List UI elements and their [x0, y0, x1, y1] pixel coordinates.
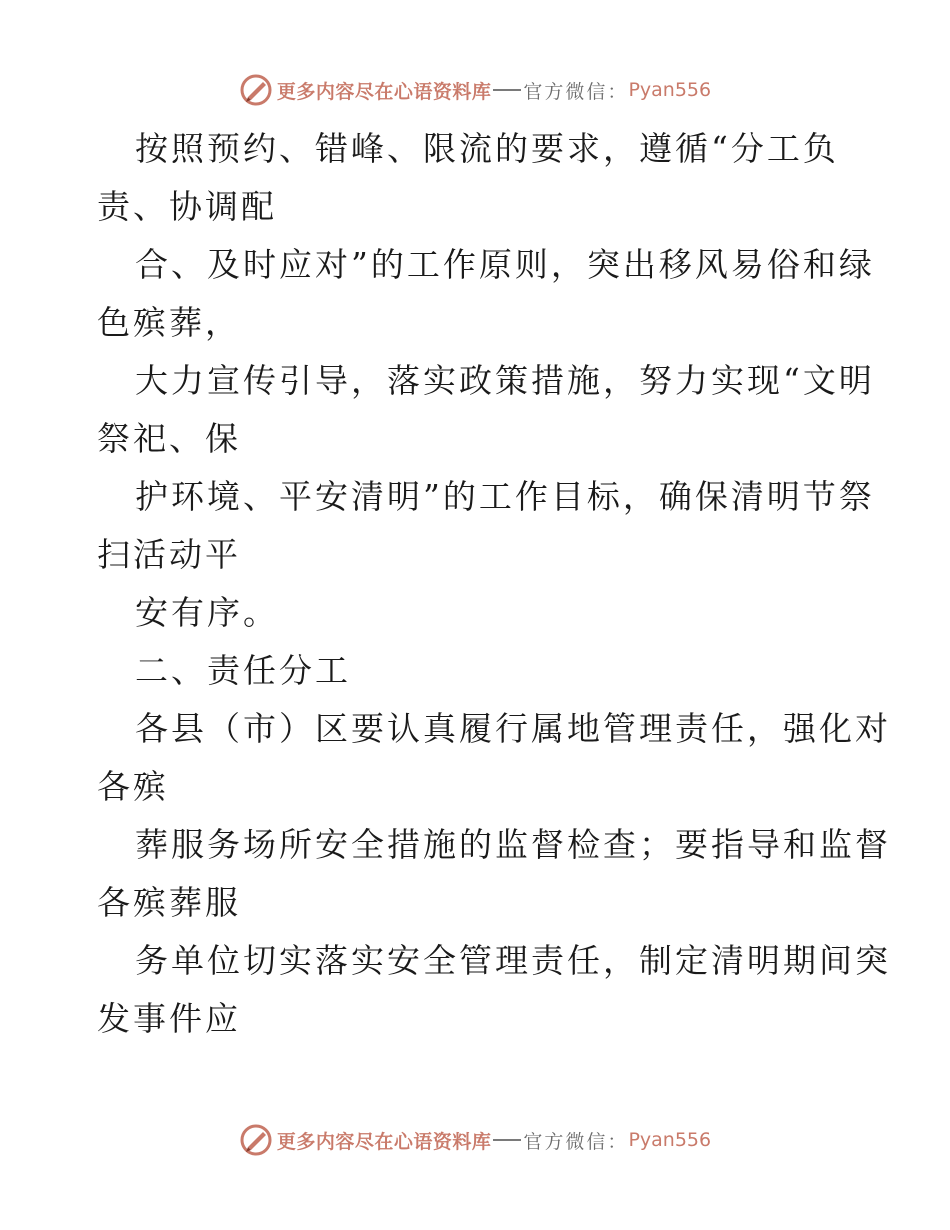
- banner-wechat-label: 官方微信：: [523, 1130, 629, 1153]
- text-line: 大力宣传引导，落实政策措施，努力实现“文明: [135, 361, 875, 400]
- banner-brand-text: 更多内容尽在心语资料库: [276, 1130, 492, 1153]
- text-line: 各县（市）区要认真履行属地管理责任，强化对: [135, 709, 891, 748]
- banner-wechat-label: 官方微信：: [523, 80, 629, 103]
- text-line: 各殡: [97, 767, 169, 806]
- header-banner: [0, 70, 950, 110]
- pen-logo-icon: [239, 1123, 273, 1157]
- text-line: 护环境、平安清明”的工作目标，确保清明节祭: [135, 477, 875, 516]
- banner-brand-text: 更多内容尽在心语资料库: [276, 80, 492, 103]
- banner-wechat-id: Pyan556: [628, 1129, 712, 1151]
- banner-dash: [493, 89, 521, 91]
- text-line: 安有序。: [135, 593, 279, 632]
- text-line: 各殡葬服: [97, 883, 241, 922]
- text-line: 发事件应: [97, 999, 241, 1038]
- banner-wechat-id: Pyan556: [628, 79, 712, 101]
- footer-banner: [0, 1120, 950, 1160]
- pen-logo-icon: [239, 73, 273, 107]
- text-line: 扫活动平: [97, 535, 241, 574]
- section-heading: 二、责任分工: [135, 651, 351, 690]
- text-line: 合、及时应对”的工作原则，突出移风易俗和绿: [135, 245, 875, 284]
- document-body: [97, 120, 891, 1048]
- text-line: 色殡葬，: [97, 303, 241, 342]
- text-line: 责、协调配: [97, 187, 277, 226]
- text-line: 务单位切实落实安全管理责任，制定清明期间突: [135, 941, 891, 980]
- text-line: 葬服务场所安全措施的监督检查；要指导和监督: [135, 825, 891, 864]
- text-line: 按照预约、错峰、限流的要求，遵循“分工负: [135, 129, 839, 168]
- text-line: 祭祀、保: [97, 419, 241, 458]
- banner-dash: [493, 1139, 521, 1141]
